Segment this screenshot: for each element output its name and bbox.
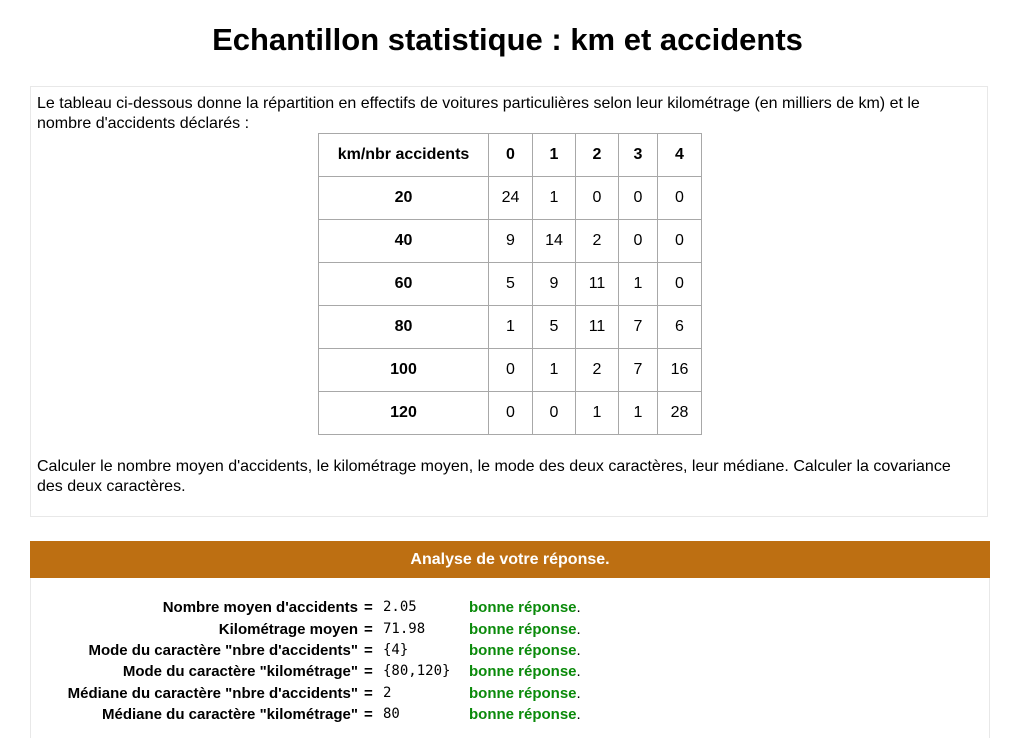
result-label: Kilométrage moyen — [218, 621, 358, 638]
table-cell: 5 — [489, 263, 533, 306]
table-cell: 0 — [658, 263, 702, 306]
result-value: 2 — [383, 685, 392, 701]
table-cell: 0 — [489, 349, 533, 392]
analysis-results — [30, 578, 990, 738]
result-status-label: bonne réponse — [469, 642, 577, 659]
row-header: 40 — [319, 220, 489, 263]
exercise-question: Calculer le nombre moyen d'accidents, le kilométrage moyen, le mode des deux caractères, leur médiane. Calculer la covariance des deux caractères. — [37, 458, 951, 495]
table-cell: 2 — [576, 349, 619, 392]
result-value: {4} — [383, 642, 409, 658]
result-value: 80 — [383, 706, 400, 722]
result-status-label: bonne réponse — [469, 599, 577, 616]
table-row — [319, 349, 702, 392]
table-cell: 1 — [619, 392, 658, 435]
table-row — [319, 177, 702, 220]
result-status-label: bonne réponse — [469, 621, 577, 638]
exercise-box — [30, 86, 988, 517]
table-cell: 0 — [619, 220, 658, 263]
result-status — [469, 704, 581, 725]
table-cell: 11 — [576, 263, 619, 306]
row-header: 120 — [319, 392, 489, 435]
result-status-suffix: . — [576, 706, 581, 723]
result-label: Mode du caractère "kilométrage" — [122, 663, 358, 680]
result-label: Mode du caractère "nbre d'accidents" — [88, 642, 358, 659]
equals-sign: = — [364, 663, 373, 680]
result-status-suffix: . — [576, 663, 581, 680]
exercise-intro: Le tableau ci-dessous donne la répartition en effectifs de voitures particulières selon leur kilométrage (en milliers de km) et le nombre d'accidents déclarés : — [37, 95, 920, 132]
table-cell: 7 — [619, 306, 658, 349]
table-cell: 11 — [576, 306, 619, 349]
result-status-suffix: . — [576, 685, 581, 702]
column-header: 0 — [489, 134, 533, 177]
table-cell: 0 — [658, 220, 702, 263]
result-status-suffix: . — [576, 621, 581, 638]
table-cell: 5 — [533, 306, 576, 349]
result-status-suffix: . — [576, 642, 581, 659]
analysis-header — [30, 541, 990, 578]
table-cell: 0 — [576, 177, 619, 220]
table-cell: 1 — [533, 349, 576, 392]
row-header: 100 — [319, 349, 489, 392]
result-status-label: bonne réponse — [469, 706, 577, 723]
equals-sign: = — [364, 642, 373, 659]
table-cell: 0 — [533, 392, 576, 435]
table-cell: 1 — [576, 392, 619, 435]
result-value: 2.05 — [383, 599, 417, 615]
table-cell: 28 — [658, 392, 702, 435]
table-row — [319, 220, 702, 263]
table-cell: 1 — [489, 306, 533, 349]
table-cell: 16 — [658, 349, 702, 392]
column-header: 2 — [576, 134, 619, 177]
table-header-row — [319, 134, 702, 177]
result-status — [469, 619, 581, 640]
result-label: Médiane du caractère "nbre d'accidents" — [67, 685, 358, 702]
table-cell: 1 — [533, 177, 576, 220]
table-cell: 24 — [489, 177, 533, 220]
row-header: 20 — [319, 177, 489, 220]
equals-sign: = — [364, 621, 373, 638]
row-header: 80 — [319, 306, 489, 349]
table-row — [319, 263, 702, 306]
result-status — [469, 661, 581, 682]
equals-sign: = — [364, 685, 373, 702]
result-status — [469, 683, 581, 704]
table-row — [319, 306, 702, 349]
result-status — [469, 640, 581, 661]
result-status — [469, 597, 581, 618]
table-row — [319, 392, 702, 435]
table-cell: 9 — [489, 220, 533, 263]
table-cell: 0 — [619, 177, 658, 220]
column-header: 1 — [533, 134, 576, 177]
result-status-suffix: . — [576, 599, 581, 616]
result-value: 71.98 — [383, 621, 426, 637]
table-cell: 6 — [658, 306, 702, 349]
result-value: {80,120} — [383, 663, 451, 679]
table-cell: 9 — [533, 263, 576, 306]
result-label: Médiane du caractère "kilométrage" — [102, 706, 358, 723]
equals-sign: = — [364, 706, 373, 723]
table-cell: 1 — [619, 263, 658, 306]
result-label: Nombre moyen d'accidents — [162, 599, 358, 616]
table-cell: 2 — [576, 220, 619, 263]
table-cell: 0 — [489, 392, 533, 435]
row-header: 60 — [319, 263, 489, 306]
column-header: 3 — [619, 134, 658, 177]
equals-sign: = — [364, 599, 373, 616]
table-cell: 7 — [619, 349, 658, 392]
column-header: 4 — [658, 134, 702, 177]
table-corner-header: km/nbr accidents — [319, 134, 489, 177]
data-table — [318, 133, 702, 435]
result-status-label: bonne réponse — [469, 663, 577, 680]
table-cell: 0 — [658, 177, 702, 220]
analysis-header-label: Analyse de votre réponse. — [410, 550, 610, 568]
table-cell: 14 — [533, 220, 576, 263]
result-status-label: bonne réponse — [469, 685, 577, 702]
page-title: Echantillon statistique : km et accidents — [212, 22, 803, 57]
